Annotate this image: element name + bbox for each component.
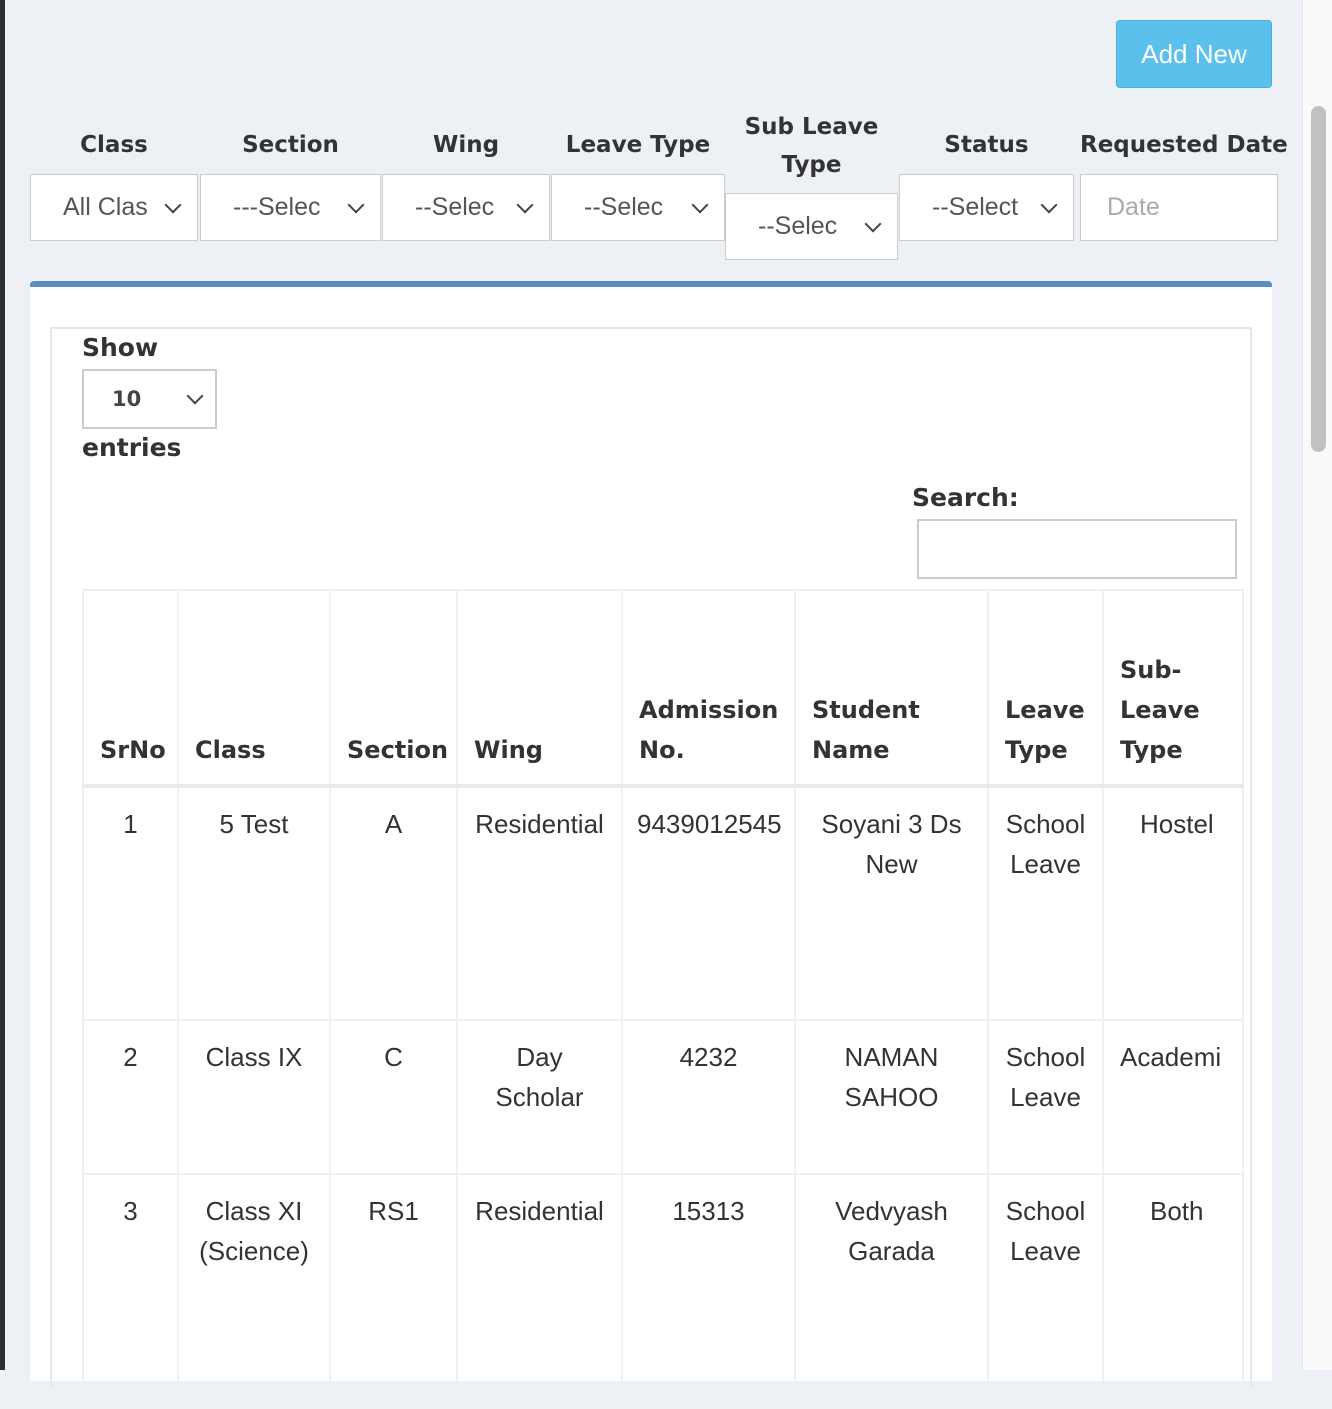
table-container xyxy=(50,327,1252,1387)
class-filter-label: Class xyxy=(80,132,148,158)
cell-section: RS1 xyxy=(330,1174,457,1408)
cell-admission-no: 9439012545 xyxy=(622,786,795,1020)
section-select-value: ---Selec xyxy=(233,193,321,221)
section-select[interactable] xyxy=(200,174,381,241)
cell-wing: Residential xyxy=(457,786,622,1020)
cell-leave-type: School Leave xyxy=(988,1174,1103,1408)
cell-srno: 1 xyxy=(83,786,178,1020)
column-header-sub-leave-type[interactable]: Sub- Leave Type xyxy=(1103,590,1243,786)
table-scroll-area xyxy=(82,589,1222,1389)
cell-student-name: Soyani 3 Ds New xyxy=(795,786,988,1020)
chevron-down-icon xyxy=(187,388,204,405)
chevron-down-icon xyxy=(1041,196,1058,213)
column-header-wing[interactable]: Wing xyxy=(457,590,622,786)
table-row xyxy=(83,1020,1243,1174)
cell-sub-leave-type: Academi xyxy=(1103,1020,1243,1174)
entries-length-select[interactable] xyxy=(82,369,217,429)
add-new-button[interactable]: Add New xyxy=(1116,20,1272,88)
search-label: Search: xyxy=(912,483,1019,512)
cell-admission-no: 15313 xyxy=(622,1174,795,1408)
search-input[interactable] xyxy=(919,521,1235,577)
cell-srno: 3 xyxy=(83,1174,178,1408)
column-header-srno[interactable]: SrNo xyxy=(83,590,178,786)
leave-type-filter-label: Leave Type xyxy=(565,132,711,158)
wing-filter-label: Wing xyxy=(432,132,500,158)
status-filter-label: Status xyxy=(944,132,1029,158)
table-header-row xyxy=(83,590,1243,786)
entries-label: entries xyxy=(82,433,182,462)
cell-student-name: Vedvyash Garada xyxy=(795,1174,988,1408)
status-select-value: --Select xyxy=(932,193,1019,221)
table-row xyxy=(83,1174,1243,1408)
requested-date-filter-label: Requested Date xyxy=(1080,132,1288,158)
cell-leave-type: School Leave xyxy=(988,1020,1103,1174)
cell-srno: 2 xyxy=(83,1020,178,1174)
wing-select-value: --Selec xyxy=(415,193,495,221)
sub-leave-type-select-value: --Selec xyxy=(758,212,838,240)
leave-list-panel xyxy=(30,281,1272,1381)
chevron-down-icon xyxy=(692,196,709,213)
scrollbar-thumb[interactable] xyxy=(1311,106,1326,452)
cell-admission-no: 4232 xyxy=(622,1020,795,1174)
column-header-leave-type[interactable]: Leave Type xyxy=(988,590,1103,786)
column-header-student-name[interactable]: Student Name xyxy=(795,590,988,786)
cell-section: C xyxy=(330,1020,457,1174)
requested-date-input[interactable] xyxy=(1081,175,1277,240)
cell-wing: Day Scholar xyxy=(457,1020,622,1174)
wing-select[interactable] xyxy=(382,174,550,241)
search-field[interactable] xyxy=(917,519,1237,579)
chevron-down-icon xyxy=(165,196,182,213)
column-header-admission-no[interactable]: Admission No. xyxy=(622,590,795,786)
column-header-section[interactable]: Section xyxy=(330,590,457,786)
chevron-down-icon xyxy=(865,215,882,232)
cell-student-name: NAMAN SAHOO xyxy=(795,1020,988,1174)
chevron-down-icon xyxy=(348,196,365,213)
section-filter-label: Section xyxy=(242,132,339,158)
chevron-down-icon xyxy=(517,196,534,213)
page-scrollbar[interactable] xyxy=(1302,0,1332,1370)
cell-sub-leave-type: Both xyxy=(1103,1174,1243,1408)
table-row xyxy=(83,786,1243,1020)
leave-table xyxy=(82,589,1244,1409)
class-select-value: All Clas xyxy=(63,193,148,221)
left-edge-bar xyxy=(0,0,5,1370)
cell-wing: Residential xyxy=(457,1174,622,1408)
leave-type-select-value: --Selec xyxy=(584,193,664,221)
sub-leave-type-filter-label-line2: Type xyxy=(781,152,842,178)
leave-type-select[interactable] xyxy=(551,174,725,241)
cell-sub-leave-type: Hostel xyxy=(1103,786,1243,1020)
sub-leave-type-filter-label-line1: Sub Leave xyxy=(744,114,879,140)
cell-class: Class IX xyxy=(178,1020,330,1174)
class-select[interactable] xyxy=(30,174,198,241)
show-label: Show xyxy=(82,333,159,362)
cell-section: A xyxy=(330,786,457,1020)
status-select[interactable] xyxy=(899,174,1074,241)
cell-leave-type: School Leave xyxy=(988,786,1103,1020)
entries-length-value: 10 xyxy=(112,387,142,411)
requested-date-field[interactable] xyxy=(1080,174,1278,241)
column-header-class[interactable]: Class xyxy=(178,590,330,786)
cell-class: Class XI (Science) xyxy=(178,1174,330,1408)
sub-leave-type-select[interactable] xyxy=(725,193,898,260)
cell-class: 5 Test xyxy=(178,786,330,1020)
